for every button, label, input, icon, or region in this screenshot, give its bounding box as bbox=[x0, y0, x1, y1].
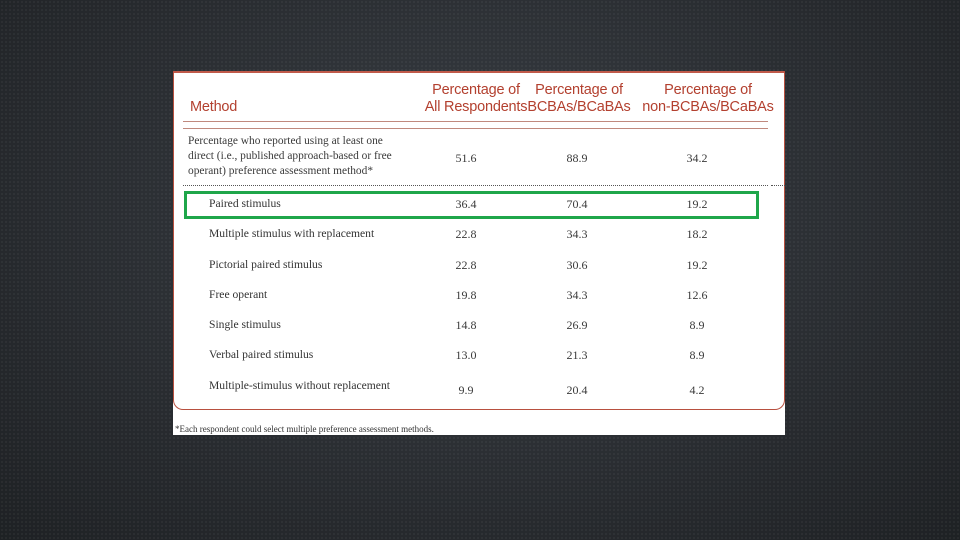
row-method-label: Pictorial paired stimulus bbox=[209, 258, 323, 271]
dotted-separator bbox=[183, 185, 768, 186]
intro-row-label bbox=[188, 134, 428, 179]
row-value-bcba: 21.3 bbox=[566, 348, 588, 362]
header-non-line1: Percentage of bbox=[664, 82, 752, 98]
row-value-all: 19.8 bbox=[455, 288, 477, 302]
row-method-label: Free operant bbox=[209, 288, 268, 301]
row-value-all: 13.0 bbox=[455, 348, 477, 362]
header-bcba bbox=[514, 82, 644, 116]
row-value-bcba: 20.4 bbox=[566, 383, 588, 397]
row-method-label: Single stimulus bbox=[209, 318, 281, 331]
row-value-non: 8.9 bbox=[689, 318, 705, 332]
row-method-label: Paired stimulus bbox=[209, 197, 281, 210]
footnote: *Each respondent could select multiple preference assessment methods. bbox=[175, 424, 434, 434]
header-all-line2: All Respondents bbox=[424, 99, 528, 115]
intro-line3: operant) preference assessment method* bbox=[188, 165, 374, 177]
row-value-all: 36.4 bbox=[455, 197, 477, 211]
highlight-box bbox=[184, 191, 759, 219]
header-method: Method bbox=[190, 99, 238, 115]
header-bcba-line1: Percentage of bbox=[535, 82, 623, 98]
header-rule-bottom bbox=[183, 128, 768, 129]
row-method-label: Verbal paired stimulus bbox=[209, 348, 314, 361]
row-value-all: 22.8 bbox=[455, 258, 477, 272]
row-value-bcba: 70.4 bbox=[566, 197, 588, 211]
intro-line1: Percentage who reported using at least one bbox=[188, 135, 383, 147]
intro-bcba: 88.9 bbox=[566, 151, 588, 165]
row-value-all: 9.9 bbox=[458, 383, 474, 397]
dotted-separator-tail bbox=[771, 185, 785, 186]
header-non-line2: non-BCBAs/BCaBAs bbox=[642, 99, 774, 115]
row-value-non: 8.9 bbox=[689, 348, 705, 362]
row-value-non: 19.2 bbox=[686, 258, 708, 272]
row-value-all: 22.8 bbox=[455, 227, 477, 241]
row-method-label: Multiple stimulus with replacement bbox=[209, 227, 375, 240]
row-value-bcba: 26.9 bbox=[566, 318, 588, 332]
table-image bbox=[173, 71, 785, 435]
row-value-bcba: 30.6 bbox=[566, 258, 588, 272]
intro-line2: direct (i.e., published approach-based or free bbox=[188, 150, 392, 162]
row-value-non: 19.2 bbox=[686, 197, 708, 211]
intro-non: 34.2 bbox=[686, 151, 708, 165]
row-value-non: 4.2 bbox=[689, 383, 705, 397]
row-value-bcba: 34.3 bbox=[566, 227, 588, 241]
header-rule-top bbox=[183, 121, 768, 122]
header-non-bcba bbox=[633, 82, 783, 116]
header-bcba-line2: BCBAs/BCaBAs bbox=[527, 99, 631, 115]
row-value-non: 12.6 bbox=[686, 288, 708, 302]
header-all-line1: Percentage of bbox=[432, 82, 520, 98]
intro-all: 51.6 bbox=[455, 151, 477, 165]
row-value-all: 14.8 bbox=[455, 318, 477, 332]
row-method-label: Multiple-stimulus without replacement bbox=[209, 379, 390, 392]
row-value-bcba: 34.3 bbox=[566, 288, 588, 302]
row-value-non: 18.2 bbox=[686, 227, 708, 241]
